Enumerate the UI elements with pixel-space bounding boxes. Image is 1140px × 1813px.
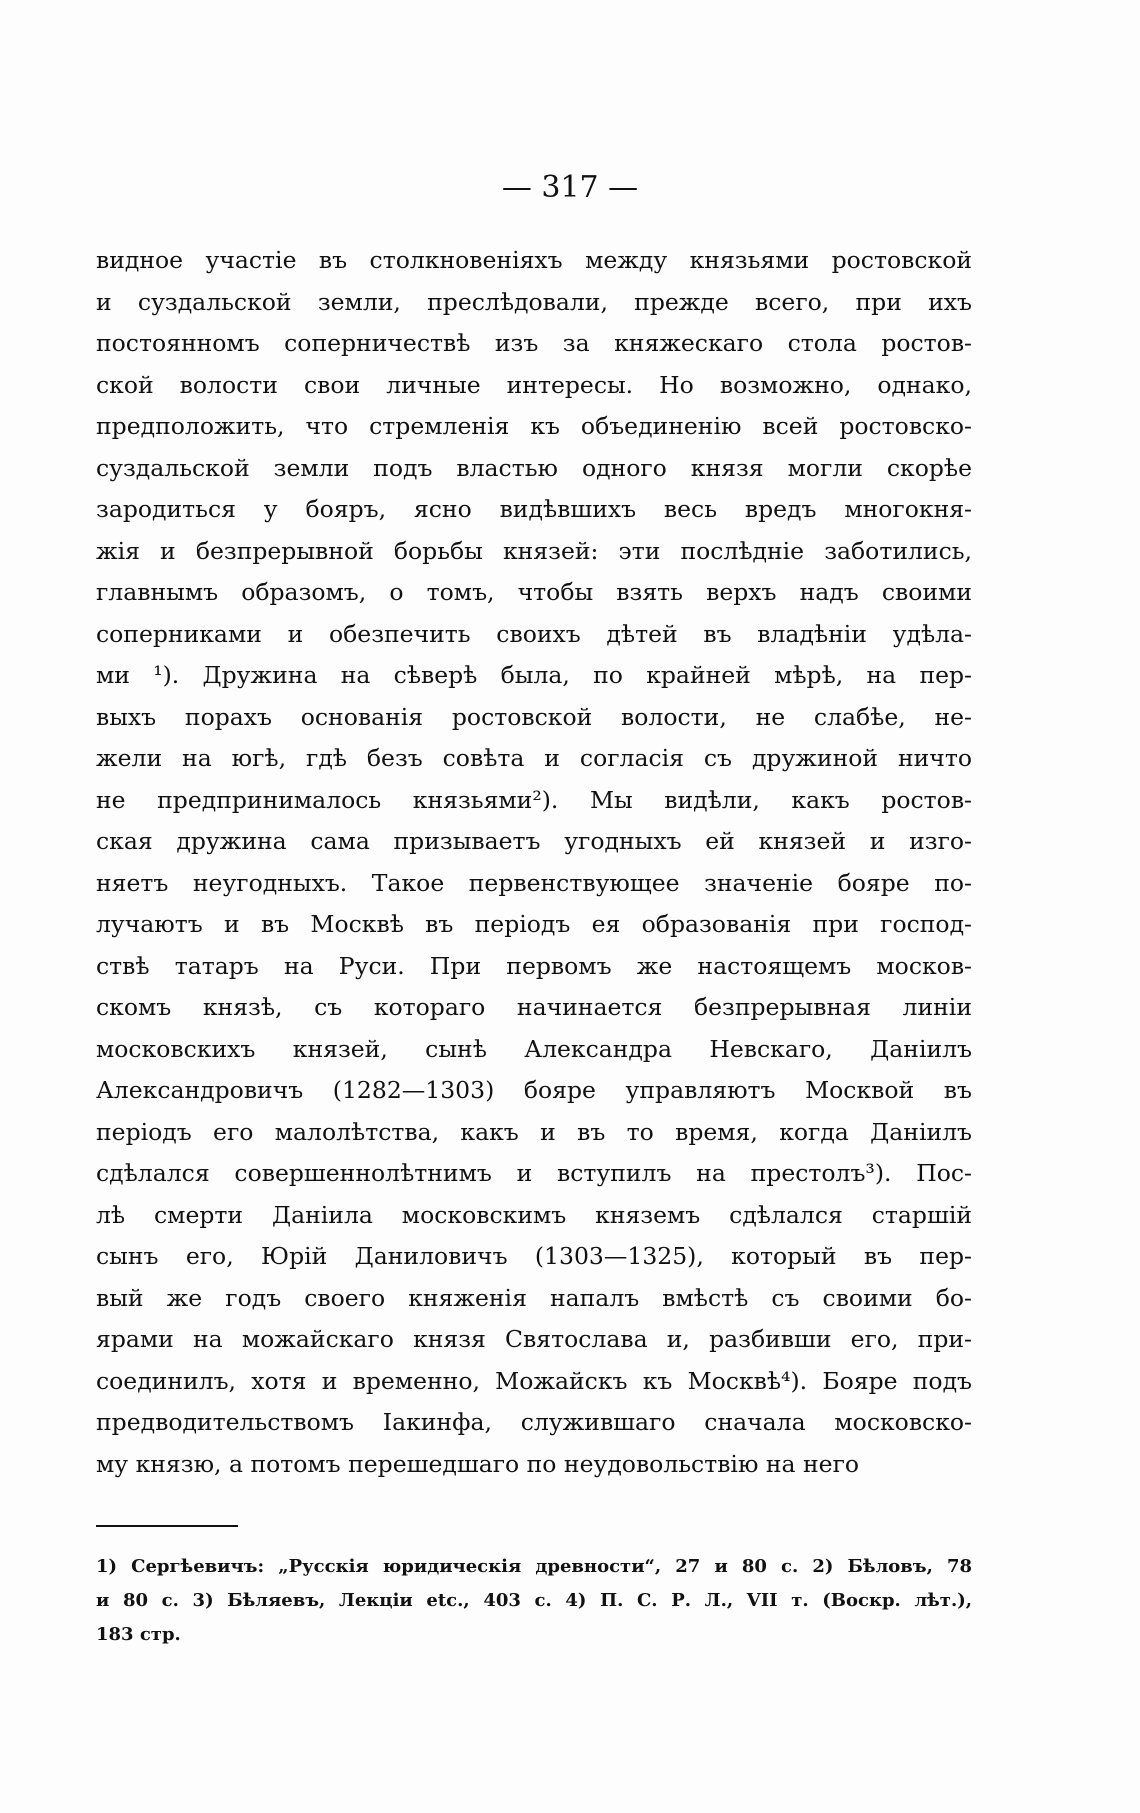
text-line: лучаютъ и въ Москвѣ въ періодъ ея образованія при господ- [96, 910, 972, 938]
body-text [96, 240, 972, 1485]
text-line: няетъ неугодныхъ. Такое первенствующее значеніе бояре по- [96, 868, 972, 897]
text-line: и суздальской земли, преслѣдовали, прежде всего, при ихъ [96, 287, 972, 316]
text-line: суздальской земли подъ властью одного князя могли скорѣе [96, 453, 972, 482]
footnote-divider [96, 1525, 238, 1527]
text-line: ской волости свои личные интересы. Но возможно, однако, [96, 370, 972, 399]
text-line: зародиться у бояръ, ясно видѣвшихъ весь вредъ многокня- [96, 495, 972, 523]
text-line: предводительствомъ Іакинфа, служившаго сначала московско- [96, 1408, 972, 1436]
text-line: московскихъ князей, сынѣ Александра Невскаго, Даніилъ [96, 1034, 972, 1063]
text-line: сынъ его, Юрій Даниловичъ (1303—1325), который въ пер- [96, 1242, 972, 1270]
footnote-line: и 80 с. 3) Бѣляевъ, Лекціи etc., 403 с. 4) П. С. Р. Л., VII т. (Воскр. лѣт.), [96, 1590, 972, 1611]
text-line: лѣ смерти Даніила московскимъ княземъ сдѣлался старшій [96, 1200, 972, 1229]
text-line: соединилъ, хотя и временно, Можайскъ къ Москвѣ⁴). Бояре подъ [96, 1366, 972, 1395]
text-line: предположить, что стремленія къ объединенію всей ростовско- [96, 412, 972, 440]
text-line: жія и безпрерывной борьбы князей: эти послѣдніе заботились, [96, 536, 972, 565]
text-line: соперниками и обезпечить своихъ дѣтей въ владѣніи удѣла- [96, 619, 972, 648]
text-line: жели на югѣ, гдѣ безъ совѣта и согласія съ дружиной ничто [96, 744, 972, 772]
text-line: ми ¹). Дружина на сѣверѣ была, по крайней мѣрѣ, на пер- [96, 661, 972, 689]
text-line: вый же годъ своего княженія напалъ вмѣстѣ съ своими бо- [96, 1283, 972, 1312]
text-line: ярами на можайскаго князя Святослава и, разбивши его, при- [96, 1325, 972, 1353]
text-line: видное участіе въ столкновеніяхъ между князьями ростовской [96, 246, 972, 274]
footnote-line: 183 стр. [96, 1624, 181, 1645]
text-line: Александровичъ (1282—1303) бояре управляютъ Москвой въ [96, 1076, 972, 1104]
text-line: му князю, а потомъ перешедшаго по неудовольствію на него [96, 1449, 860, 1478]
text-line: ская дружина сама призываетъ угодныхъ ей князей и изго- [96, 827, 972, 855]
text-line: ствѣ татаръ на Руси. При первомъ же настоящемъ москов- [96, 951, 972, 980]
text-line: не предпринималось князьями²). Мы видѣли, какъ ростов- [96, 785, 972, 814]
text-line: выхъ порахъ основанія ростовской волости, не слабѣе, не- [96, 702, 972, 731]
footnote-line: 1) Сергѣевичъ: „Русскія юридическія древности“, 27 и 80 с. 2) Бѣловъ, 78 [96, 1556, 972, 1577]
text-line: скомъ князѣ, съ котораго начинается безпрерывная линіи [96, 993, 972, 1021]
text-line: сдѣлался совершеннолѣтнимъ и вступилъ на престолъ³). Пос- [96, 1159, 972, 1187]
text-line: главнымъ образомъ, о томъ, чтобы взять верхъ надъ своими [96, 578, 972, 606]
page-number: — 317 — [501, 170, 639, 205]
footnotes [96, 1550, 972, 1652]
text-line: періодъ его малолѣтства, какъ и въ то время, когда Даніилъ [96, 1117, 972, 1146]
text-line: постоянномъ соперничествѣ изъ за княжескаго стола ростов- [96, 329, 972, 357]
